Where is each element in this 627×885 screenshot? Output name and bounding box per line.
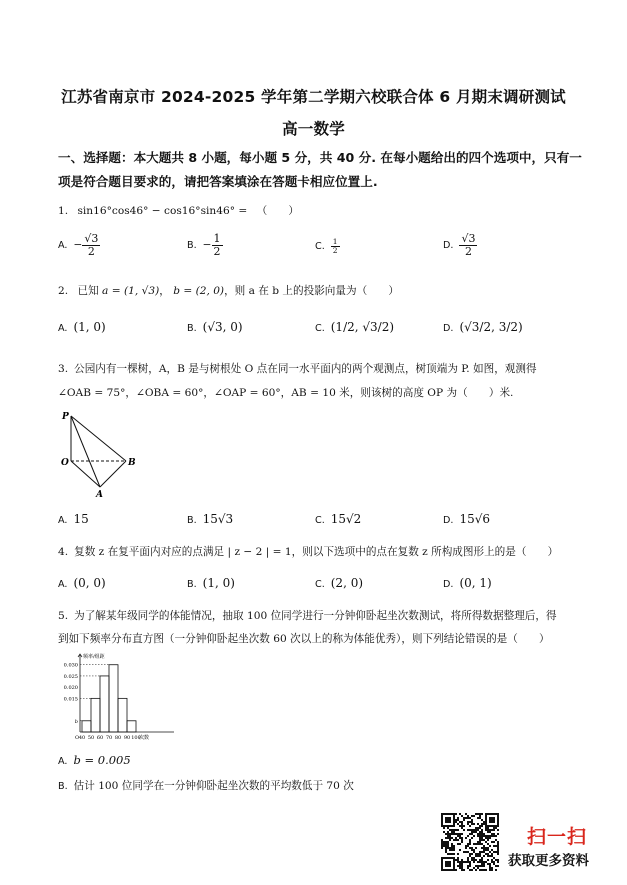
hist-y-tick-label: 0.030 bbox=[63, 662, 78, 669]
question-5-line1: 5. 为了解某年级同学的体能情况，抽取 100 位同学进行一分钟仰卧起坐次数测试，将所得数据整理后，得 bbox=[58, 610, 557, 622]
hist-x-tick-label: 70 bbox=[105, 735, 113, 741]
q1-stem: sin16°cos46° − cos16°sin46° = bbox=[77, 205, 248, 217]
hist-bar bbox=[91, 698, 100, 732]
q3-line-ab bbox=[100, 461, 126, 487]
q3-line-oa bbox=[71, 461, 100, 487]
q1-option-c: C. $\frac{1}{2}$ bbox=[315, 237, 338, 255]
hist-x-tick-label: 90 bbox=[123, 735, 131, 741]
q2-option-a: A. (1, 0) bbox=[58, 320, 106, 334]
q3-figure bbox=[58, 410, 148, 500]
q2-vector-a: a = (1, √3) bbox=[102, 285, 160, 297]
hist-x-tick-label: 40 bbox=[78, 735, 86, 741]
hist-bar bbox=[127, 721, 136, 732]
q3-option-d: D. 15√6 bbox=[443, 512, 490, 526]
question-1 bbox=[58, 203, 299, 218]
q3-option-b: B. 15√3 bbox=[187, 512, 234, 526]
hist-y-tick-label: 0.015 bbox=[63, 696, 78, 703]
exam-title: 江苏省南京市 2024-2025 学年第二学期六校联合体 6 月期末调研测试 bbox=[61, 88, 566, 106]
q2-option-c: C. (1/2, √3/2) bbox=[315, 320, 395, 334]
q3-label-a: A bbox=[96, 490, 103, 500]
hist-y-tick-label: 0.025 bbox=[63, 673, 78, 680]
q5-histogram bbox=[58, 652, 178, 744]
q2-number: 2. bbox=[58, 285, 69, 297]
q1-option-b: B. − $\frac{1}{2}$ bbox=[187, 232, 221, 258]
qr-code[interactable] bbox=[441, 813, 499, 871]
hist-x-tick-label: O bbox=[74, 735, 80, 741]
question-2: 2. 已知 a = (1, √3)， b = (2, 0)，则 a 在 b 上的投影向量为（ ） bbox=[58, 285, 399, 297]
q2-vector-b: b = (2, 0) bbox=[173, 285, 225, 297]
question-3-line2: ∠OAB = 75°，∠OBA = 60°，∠OAP = 60°，AB = 10 米，则该树的高度 OP 为（ ）米. bbox=[58, 387, 514, 399]
q1-option-d: D. $\frac{√3}{2}$ bbox=[443, 232, 476, 258]
q4-option-b: B. (1, 0) bbox=[187, 576, 235, 590]
question-4: 4. 复数 z 在复平面内对应的点满足 | z − 2 | = 1，则以下选项中的点在复数 z 所构成图形上的是（ ） bbox=[58, 546, 559, 558]
question-5-line2: 到如下频率分布直方图（一分钟仰卧起坐次数 60 次以上的称为体能优秀），则下列结论错误的是（ ） bbox=[58, 633, 550, 645]
q1-blank: （ ） bbox=[256, 205, 299, 217]
q4-option-d: D. (0, 1) bbox=[443, 576, 492, 590]
q1-option-a: A. − $\frac{√3}{2}$ bbox=[58, 232, 99, 258]
section-heading-line1: 一、选择题：本大题共 8 小题，每小题 5 分，共 40 分. 在每小题给出的四个选项中，只有一 bbox=[58, 150, 582, 165]
hist-bar bbox=[100, 676, 109, 732]
hist-y-tick-label: 0.020 bbox=[63, 685, 78, 692]
section-heading-line2: 项是符合题目要求的，请把答案填涂在答题卡相应位置上. bbox=[58, 174, 378, 189]
q5-option-b: B. 估计 100 位同学在一分钟仰卧起坐次数的平均数低于 70 次 bbox=[58, 780, 354, 792]
q3-label-b: B bbox=[128, 458, 136, 468]
hist-bar bbox=[118, 698, 127, 732]
hist-y-tick-label: b bbox=[74, 718, 78, 725]
scan-label: 扫一扫 bbox=[527, 826, 588, 848]
q1-number: 1. bbox=[58, 205, 69, 217]
hist-x-tick-label: 80 bbox=[114, 735, 122, 741]
q3-option-a: A. 15 bbox=[58, 512, 89, 526]
hist-bar bbox=[109, 665, 118, 732]
exam-subject: 高一数学 bbox=[282, 120, 345, 138]
q4-option-c: C. (2, 0) bbox=[315, 576, 364, 590]
hist-bar bbox=[82, 721, 91, 732]
hist-y-label: 频率/组距 bbox=[83, 654, 105, 660]
hist-x-tick-label: 60 bbox=[96, 735, 104, 741]
hist-x-label: 次数 bbox=[139, 735, 150, 741]
hist-x-tick-label: 50 bbox=[87, 735, 95, 741]
hist-x-tick-label: 100 bbox=[131, 735, 141, 741]
q3-option-c: C. 15√2 bbox=[315, 512, 362, 526]
q2-option-d: D. (√3/2, 3/2) bbox=[443, 320, 523, 334]
more-info-label: 获取更多资料 bbox=[508, 853, 589, 869]
q3-label-p: P bbox=[62, 412, 69, 422]
q2-option-b: B. (√3, 0) bbox=[187, 320, 243, 334]
q3-line-pa bbox=[71, 416, 100, 487]
question-3-line1: 3. 公园内有一棵树，A，B 是与树根处 O 点在同一水平面内的两个观测点，树顶端为 P. 如图，观测得 bbox=[58, 363, 537, 375]
q4-option-a: A. (0, 0) bbox=[58, 576, 106, 590]
q3-line-pb bbox=[71, 416, 126, 461]
q3-label-o: O bbox=[61, 458, 69, 468]
q5-option-a: A. b = 0.005 bbox=[58, 753, 131, 767]
